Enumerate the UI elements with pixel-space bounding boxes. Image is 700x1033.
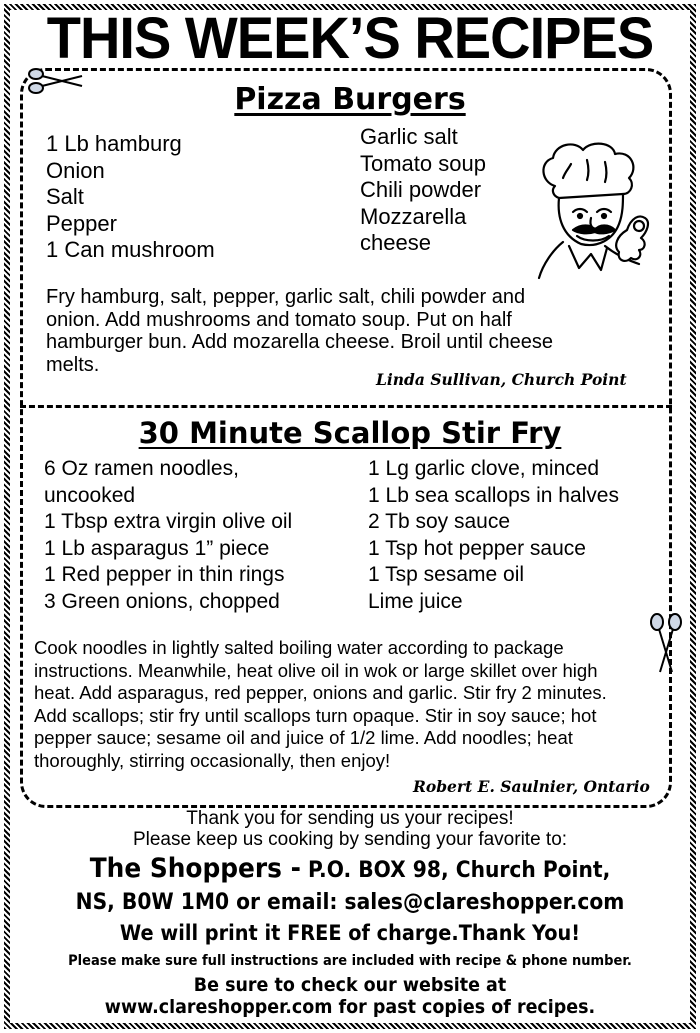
ingredient: 1 Red pepper in thin rings <box>44 563 285 586</box>
ingredient: Salt <box>46 184 84 209</box>
footer-address <box>28 853 672 884</box>
instruction-line: Cook noodles in lightly salted boiling water according to package <box>34 637 564 658</box>
ingredient: Garlic salt <box>360 124 458 149</box>
scissors-icon <box>648 612 684 676</box>
instruction-line: hamburger bun. Add mozarella cheese. Broil until cheese <box>46 331 553 353</box>
ingredient: 1 Lb asparagus 1” piece <box>44 536 270 560</box>
instruction-line: heat. Add asparagus, red pepper, onions and garlic. Stir fry 2 minutes. <box>34 682 607 703</box>
recipe2-instructions <box>34 637 607 772</box>
ingredient: 1 Lb hamburg <box>46 131 182 156</box>
recipe1-ingredients-left <box>46 131 215 264</box>
ingredient: Tomato soup <box>360 150 486 176</box>
recipe2-ingredients-left <box>44 456 292 615</box>
page-title: THIS WEEK’S RECIPES <box>46 4 654 71</box>
ingredient: uncooked <box>44 483 136 507</box>
footer-thanks: Thank you for sending us your recipes! <box>186 808 514 829</box>
ingredient: 2 Tb soy sauce <box>368 510 511 533</box>
ingredient: Pepper <box>46 210 117 236</box>
recipe1-author: Linda Sullivan, Church Point <box>376 370 627 389</box>
instruction-line: Fry hamburg, salt, pepper, garlic salt, chili powder and <box>46 286 526 308</box>
ingredient: 1 Tsp hot pepper sauce <box>368 536 586 560</box>
footer-request: Please keep us cooking by sending your favorite to: <box>132 829 568 850</box>
footer-website: www.clareshopper.com for past copies of recipes. <box>104 996 596 1018</box>
instruction-line: onion. Add mushrooms and tomato soup. Put on half <box>46 308 512 331</box>
ingredient: Mozzarella <box>360 203 467 229</box>
footer-website-intro: Be sure to check our website at <box>193 974 507 996</box>
recipe-divider <box>20 405 672 408</box>
ingredient: 1 Lg garlic clove, minced <box>368 457 600 480</box>
ingredient: 1 Tbsp extra virgin olive oil <box>44 510 293 533</box>
instruction-line: pepper sauce; sesame oil and juice of 1/2 lime. Add noodles; heat <box>34 727 573 748</box>
ingredient: cheese <box>360 230 431 255</box>
recipe2-author: Robert E. Saulnier, Ontario <box>413 777 650 796</box>
ingredient: Lime juice <box>368 589 463 613</box>
instruction-line: melts. <box>46 353 100 376</box>
ingredient: 1 Tsp sesame oil <box>368 563 525 586</box>
footer-email: NS, B0W 1M0 or email: sales@clareshopper.com <box>75 890 625 915</box>
recipe2-ingredients-right <box>368 456 619 615</box>
chef-illustration <box>535 138 659 284</box>
ingredient: 1 Can mushroom <box>46 237 215 262</box>
ingredient: 3 Green onions, chopped <box>44 589 280 613</box>
publisher-address: P.O. BOX 98, Church Point, <box>300 858 611 883</box>
ingredient: 6 Oz ramen noodles, <box>44 457 239 480</box>
ingredient: Onion <box>46 157 105 183</box>
recipe2-title: 30 Minute Scallop Stir Fry <box>138 416 562 450</box>
recipe1-ingredients-right <box>360 124 486 257</box>
footer-note: Please make sure full instructions are included with recipe & phone number. <box>68 953 632 969</box>
publisher-name: The Shoppers - <box>89 853 301 884</box>
ingredient: 1 Lb sea scallops in halves <box>368 483 619 507</box>
ingredient: Chili powder <box>360 177 482 202</box>
recipe1-title: Pizza Burgers <box>234 82 466 117</box>
recipe1-instructions <box>46 286 553 376</box>
instruction-line: instructions. Meanwhile, heat olive oil in wok or large skillet over high <box>34 659 598 681</box>
instruction-line: Add scallops; stir fry until scallops turn opaque. Stir in soy sauce; hot <box>34 704 597 726</box>
footer-free: We will print it FREE of charge.Thank You! <box>119 921 581 945</box>
instruction-line: thoroughly, stirring occasionally, then enjoy! <box>34 749 391 771</box>
